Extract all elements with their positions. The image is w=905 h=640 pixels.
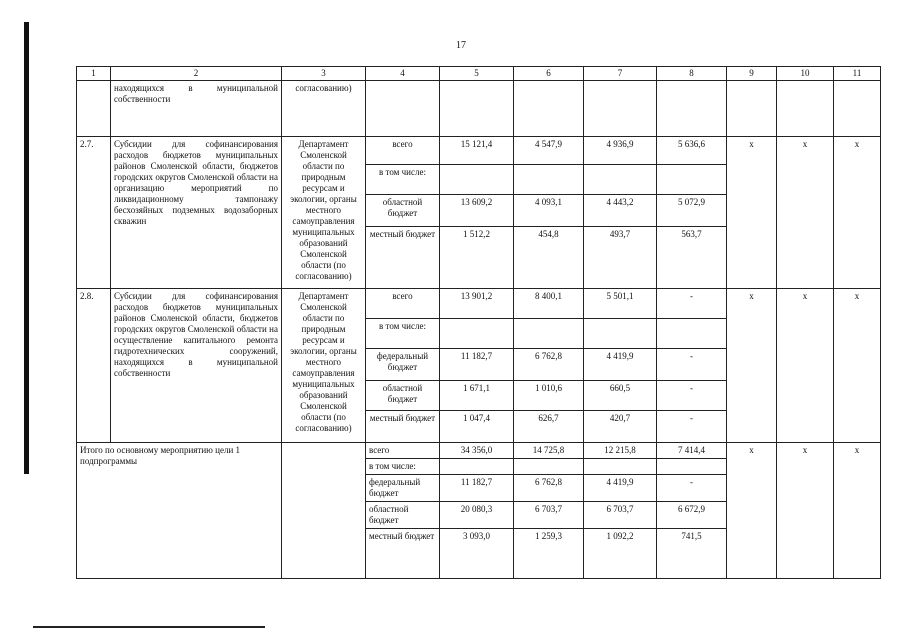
value-cell: 6 703,7 xyxy=(584,502,657,529)
funding-source: в том числе: xyxy=(366,165,440,195)
value-cell: 6 703,7 xyxy=(514,502,584,529)
funding-source: в том числе: xyxy=(366,319,440,349)
value-cell: 1 512,2 xyxy=(440,227,514,289)
value-cell: 741,5 xyxy=(657,529,727,579)
responsible-dept: Департамент Смоленской области по природным ресурсам и экологии, органы местного самоуправления муниципальных образований Смоленской области (по согласованию) xyxy=(282,289,366,443)
value-cell: - xyxy=(657,289,727,319)
measure-name: находящихся в муниципальной собственности xyxy=(111,81,282,137)
value-cell: 5 072,9 xyxy=(657,195,727,227)
value-cell: 20 080,3 xyxy=(440,502,514,529)
value-cell: 8 400,1 xyxy=(514,289,584,319)
scan-margin-bar xyxy=(24,22,29,474)
not-applicable-mark: х xyxy=(727,443,777,579)
funding-source: всего xyxy=(366,137,440,165)
continuation-row xyxy=(77,81,881,137)
value-cell: 626,7 xyxy=(514,411,584,443)
funding-source: местный бюджет xyxy=(366,227,440,289)
total-row xyxy=(77,443,881,459)
col-number: 2 xyxy=(111,67,282,81)
value-cell: 1 010,6 xyxy=(514,381,584,411)
value-cell: 4 547,9 xyxy=(514,137,584,165)
value-cell: 14 725,8 xyxy=(514,443,584,459)
not-applicable-mark: х xyxy=(777,443,834,579)
funding-source: федеральный бюджет xyxy=(366,475,440,502)
value-cell: 6 672,9 xyxy=(657,502,727,529)
value-cell: 3 093,0 xyxy=(440,529,514,579)
value-cell: 11 182,7 xyxy=(440,349,514,381)
value-cell: 4 443,2 xyxy=(584,195,657,227)
not-applicable-mark: х xyxy=(834,443,881,579)
col-number: 5 xyxy=(440,67,514,81)
col-number: 10 xyxy=(777,67,834,81)
col-number: 6 xyxy=(514,67,584,81)
table-row xyxy=(77,289,881,319)
responsible-dept: согласованию) xyxy=(282,81,366,137)
value-cell: 4 419,9 xyxy=(584,475,657,502)
value-cell: 6 762,8 xyxy=(514,475,584,502)
value-cell: 13 901,2 xyxy=(440,289,514,319)
value-cell: 454,8 xyxy=(514,227,584,289)
not-applicable-mark: х xyxy=(727,137,777,289)
not-applicable-mark: х xyxy=(727,289,777,443)
not-applicable-mark: х xyxy=(834,289,881,443)
page-number: 17 xyxy=(456,40,466,51)
funding-source: областной бюджет xyxy=(366,381,440,411)
col-number: 8 xyxy=(657,67,727,81)
row-number: 2.8. xyxy=(77,289,111,443)
value-cell: 34 356,0 xyxy=(440,443,514,459)
measure-name: Субсидии для софинансирования расходов бюджетов муниципальных районов Смоленской области, бюджетов городских округов Смоленской области на осуществление капитального ремонта гидротехнических сооружений, находящихся в муниципальной собственности xyxy=(111,289,282,443)
funding-source: местный бюджет xyxy=(366,529,440,579)
value-cell: 4 936,9 xyxy=(584,137,657,165)
value-cell: 13 609,2 xyxy=(440,195,514,227)
value-cell: 563,7 xyxy=(657,227,727,289)
value-cell: 4 093,1 xyxy=(514,195,584,227)
col-number: 3 xyxy=(282,67,366,81)
total-label: Итого по основному мероприятию цели 1 подпрограммы xyxy=(77,443,282,579)
value-cell: 12 215,8 xyxy=(584,443,657,459)
funding-source: федеральный бюджет xyxy=(366,349,440,381)
col-number: 9 xyxy=(727,67,777,81)
budget-table xyxy=(76,66,881,579)
value-cell: 493,7 xyxy=(584,227,657,289)
col-number: 7 xyxy=(584,67,657,81)
funding-source: в том числе: xyxy=(366,459,440,475)
value-cell: 6 762,8 xyxy=(514,349,584,381)
value-cell: 1 259,3 xyxy=(514,529,584,579)
value-cell: - xyxy=(657,475,727,502)
value-cell: 420,7 xyxy=(584,411,657,443)
value-cell: 1 047,4 xyxy=(440,411,514,443)
value-cell: 11 182,7 xyxy=(440,475,514,502)
not-applicable-mark: х xyxy=(834,137,881,289)
value-cell: - xyxy=(657,349,727,381)
responsible-dept: Департамент Смоленской области по природным ресурсам и экологии, органы местного самоуправления муниципальных образований Смоленской области (по согласованию) xyxy=(282,137,366,289)
col-number: 4 xyxy=(366,67,440,81)
table-row xyxy=(77,137,881,165)
bottom-rule xyxy=(33,626,265,628)
col-number: 1 xyxy=(77,67,111,81)
not-applicable-mark: х xyxy=(777,289,834,443)
value-cell: 15 121,4 xyxy=(440,137,514,165)
value-cell: 660,5 xyxy=(584,381,657,411)
value-cell: 4 419,9 xyxy=(584,349,657,381)
funding-source: всего xyxy=(366,443,440,459)
funding-source: областной бюджет xyxy=(366,195,440,227)
measure-name: Субсидии для софинансирования расходов бюджетов муниципальных районов Смоленской области, бюджетов городских округов Смоленской области на организацию мероприятий по ликвидационному тампонажу бесхозяйных подземных водозаборных скважин xyxy=(111,137,282,289)
funding-source: местный бюджет xyxy=(366,411,440,443)
value-cell: 5 636,6 xyxy=(657,137,727,165)
column-number-row xyxy=(77,67,881,81)
row-number: 2.7. xyxy=(77,137,111,289)
funding-source: областной бюджет xyxy=(366,502,440,529)
value-cell: - xyxy=(657,381,727,411)
value-cell: 7 414,4 xyxy=(657,443,727,459)
col-number: 11 xyxy=(834,67,881,81)
value-cell: 1 092,2 xyxy=(584,529,657,579)
not-applicable-mark: х xyxy=(777,137,834,289)
funding-source: всего xyxy=(366,289,440,319)
value-cell: 1 671,1 xyxy=(440,381,514,411)
value-cell: - xyxy=(657,411,727,443)
value-cell: 5 501,1 xyxy=(584,289,657,319)
